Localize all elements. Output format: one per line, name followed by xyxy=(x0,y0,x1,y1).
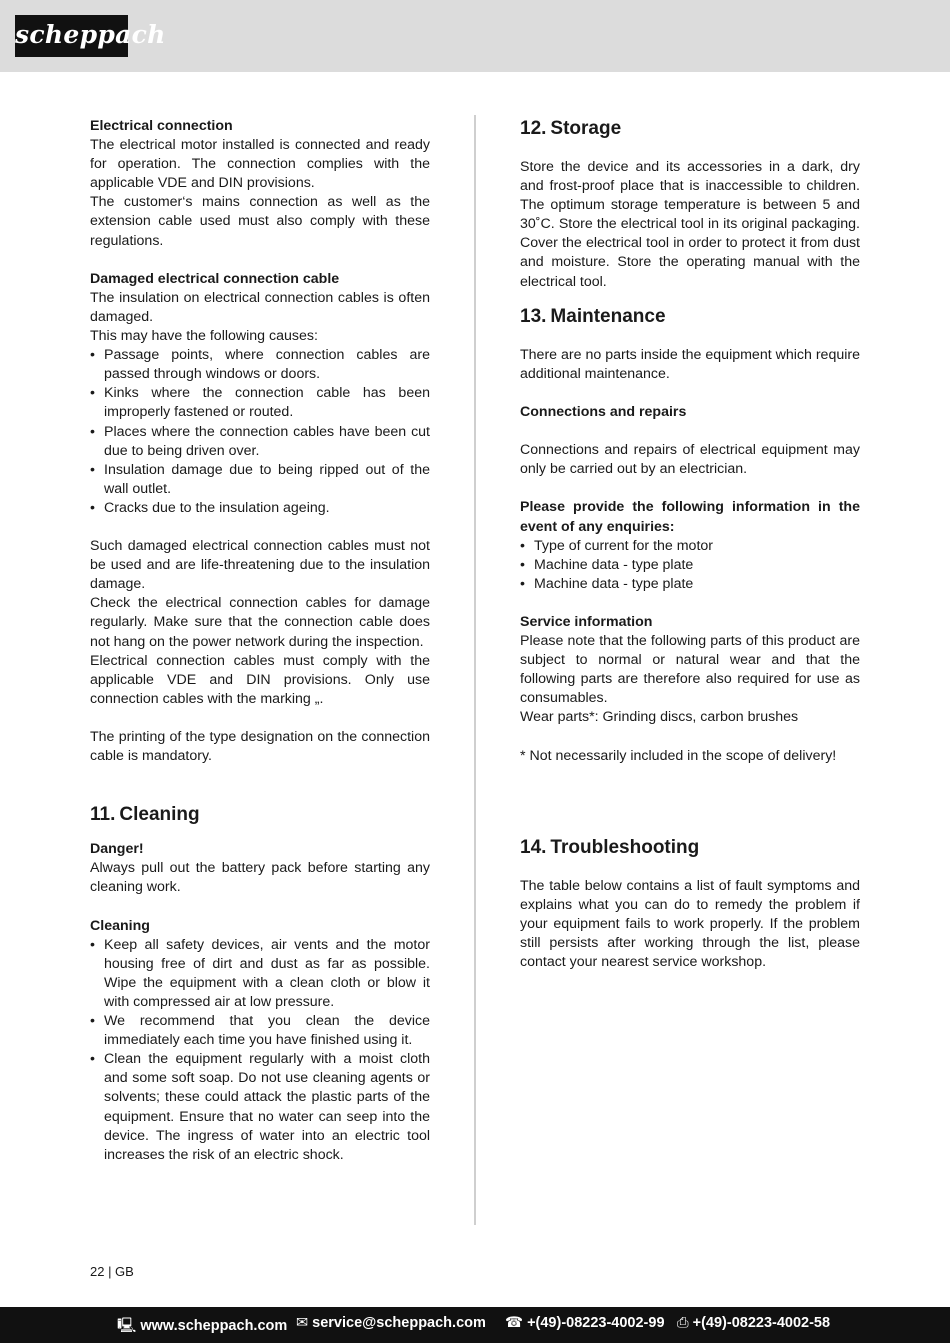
maintenance-text: There are no parts inside the equipment which require additional maintenance. xyxy=(520,346,860,382)
column-divider xyxy=(474,115,476,1225)
page-footer xyxy=(0,1307,950,1343)
damaged-cable-text-5: Electrical connection cables must comply with the applicable VDE and DIN provisions. Only use connection cables with the marking „. xyxy=(90,652,430,707)
mail-icon: ✉ xyxy=(296,1315,309,1331)
enquiries-heading: Please provide the following information in the event of any enquiries: xyxy=(520,499,860,535)
website-link[interactable]: 🖳 www.scheppach.com xyxy=(117,1315,287,1340)
danger-text: Always pull out the battery pack before starting any cleaning work. xyxy=(90,860,430,896)
damaged-cable-text-4: Check the electrical connection cables for damage regularly. Make sure that the connection cable does not hang on the power network during the inspection. xyxy=(90,595,430,650)
section-title-storage: 12. Storage xyxy=(520,118,622,139)
list-item: • Keep all safety devices, air vents and the motor housing free of dirt and dust as far as possible. Wipe the equipment with a clean cloth or blow it with compressed air at low pressure. xyxy=(90,936,430,1012)
list-item: • Passage points, where connection cables are passed through windows or doors. xyxy=(90,346,430,384)
damaged-cable-text-6: The printing of the type designation on the connection cable is mandatory. xyxy=(90,729,430,765)
scheppach-logo: scheppach xyxy=(15,15,128,57)
list-item: • Machine data - type plate xyxy=(520,575,860,594)
service-text: Please note that the following parts of this product are subject to normal or natural wear and that the following parts are therefore also required for use as consumables. xyxy=(520,633,860,707)
damaged-cable-heading: Damaged electrical connection cable xyxy=(90,270,340,287)
left-column xyxy=(90,117,430,1165)
damaged-cable-text-2: This may have the following causes: xyxy=(90,328,318,345)
right-column xyxy=(520,117,860,972)
list-item: • Insulation damage due to being ripped out of the wall outlet. xyxy=(90,461,430,499)
section-title-cleaning: 11. Cleaning xyxy=(90,804,200,826)
connections-heading: Connections and repairs xyxy=(520,403,687,420)
list-item: • Type of current for the motor xyxy=(520,537,860,556)
email-link[interactable]: ✉ service@scheppach.com xyxy=(296,1315,486,1331)
page-number: 22 | GB xyxy=(90,1264,134,1279)
section-title-troubleshooting: 14. Troubleshooting xyxy=(520,836,700,858)
service-heading: Service information xyxy=(520,613,653,630)
electrical-connection-text-2: The customer‘s mains connection as well as the extension cable used must also comply with these regulations. xyxy=(90,194,430,249)
list-item: • Places where the connection cables have been cut due to being driven over. xyxy=(90,423,430,461)
list-item: • Kinks where the connection cable has been improperly fastened or routed. xyxy=(90,384,430,422)
wear-parts-text: Wear parts*: Grinding discs, carbon brushes xyxy=(520,709,799,726)
connections-text: Connections and repairs of electrical equipment may only be carried out by an electrician. xyxy=(520,442,860,478)
fax-number: ⎙ +(49)-08223-4002-58 xyxy=(677,1315,831,1331)
section-title-maintenance: 13. Maintenance xyxy=(520,305,666,327)
list-item: • Machine data - type plate xyxy=(520,556,860,575)
page-header xyxy=(0,0,950,72)
fax-icon: ⎙ xyxy=(677,1315,689,1331)
damaged-cable-text-1: The insulation on electrical connection cables is often damaged. xyxy=(90,289,430,325)
list-item: • We recommend that you clean the device immediately each time you have finished using it. xyxy=(90,1012,430,1050)
cleaning-list xyxy=(90,936,430,1165)
list-item: • Clean the equipment regularly with a moist cloth and some soft soap. Do not use cleaning agents or solvents; these could attack the plastic parts of the equipment. Ensure that no water can seep into the device. The ingress of water into an electric tool increases the risk of an electric shock. xyxy=(90,1050,430,1165)
enquiries-list xyxy=(520,537,860,594)
electrical-connection-heading: Electrical connection xyxy=(90,118,233,134)
electrical-connection-text-1: The electrical motor installed is connected and ready for operation. The connection complies with the applicable VDE and DIN provisions. xyxy=(90,137,430,192)
phone-icon: ☎ xyxy=(505,1315,524,1331)
phone-number[interactable]: ☎ +(49)-08223-4002-99 xyxy=(505,1315,665,1331)
danger-heading: Danger! xyxy=(90,841,144,858)
computer-icon: 🖳 xyxy=(117,1318,137,1334)
causes-list xyxy=(90,346,430,518)
damaged-cable-text-3: Such damaged electrical connection cables must not be used and are life-threatening due to the insulation damage. xyxy=(90,538,430,593)
cleaning-subheading: Cleaning xyxy=(90,917,150,934)
list-item: • Cracks due to the insulation ageing. xyxy=(90,499,430,518)
troubleshooting-text: The table below contains a list of fault symptoms and explains what you can do to remedy the problem if your equipment fails to work properly. If the problem still persists after working through the list, please contact your nearest service workshop. xyxy=(520,877,860,971)
storage-text: Store the device and its accessories in a dark, dry and frost-proof place that is inaccessible to children. The optimum storage temperature is between 5 and 30˚C. Store the electrical tool in its original packaging. Cover the electrical tool in order to protect it from dust and moisture. Store the operating manual with the electrical tool. xyxy=(520,159,860,290)
footnote: * Not necessarily included in the scope of delivery! xyxy=(520,747,837,764)
